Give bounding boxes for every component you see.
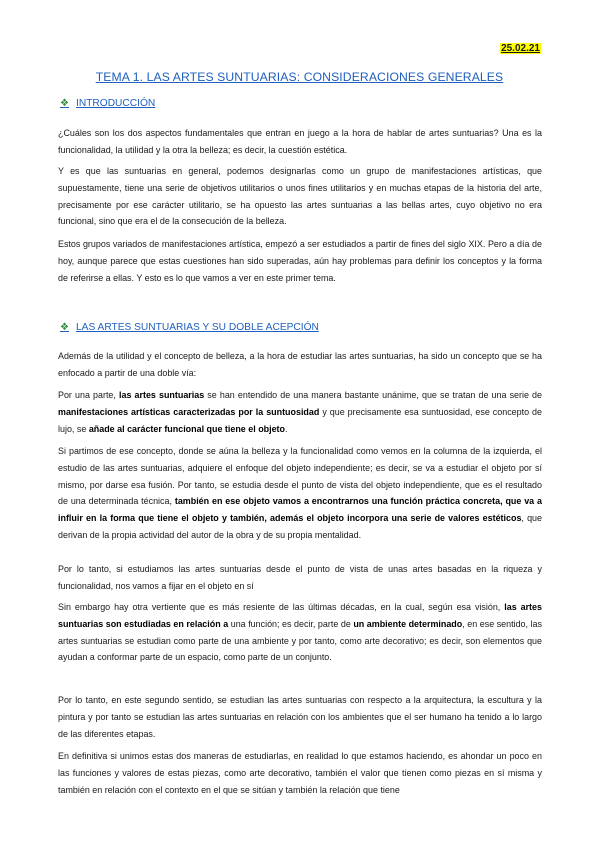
text-run: , que derivan de la propia actividad del autor de la obra y de su propia mentalidad. [58, 513, 542, 540]
date-label: 25.02.21 [501, 43, 540, 54]
bold-text: añade al carácter funcional que tiene el objeto [88, 423, 285, 434]
section-heading-introduccion [60, 98, 155, 109]
bold-text: manifestaciones artísticas caracterizadas por la suntuosidad [58, 406, 320, 417]
diamond-bullet-icon: ❖ [60, 98, 69, 109]
text-run: , en ese sentido, las artes suntuarias se estudian como parte de una ambiente y por tanto, como arte decorativo; es decir, son elementos que ayudan a conformar parte de un espacio, como parte de un conjunto. [58, 618, 542, 663]
text-run: Sin embargo hay otra vertiente que es más resiente de las últimas décadas, en la cual, según esa visión, [58, 602, 505, 612]
text-run: Por una parte, [58, 390, 119, 400]
paragraph: Además de la utilidad y el concepto de belleza, a la hora de estudiar las artes suntuarias, ha sido un concepto que se ha enfocado a partir de una doble vía: [58, 351, 542, 378]
page-title: TEMA 1. LAS ARTES SUNTUARIAS: CONSIDERACIONES GENERALES [95, 70, 504, 84]
paragraph [58, 443, 542, 544]
bold-text: las artes suntuarias [119, 390, 205, 400]
paragraph [58, 387, 542, 437]
text-run: se han entendido de una manera bastante unánime, que se tratan de una serie de [204, 390, 542, 400]
text-run: una función; es decir, parte de [228, 618, 354, 629]
text-run: Si partimos de ese concepto, donde se aúna la belleza y la funcionalidad como vemos en la columna de la izquierda, el estudio de las artes suntuarias, adquiere el enfoque del objeto independiente; es decir, se va a estudiar el objeto por sí mismo, por darse esa fusión. Por tanto, se estudia desde el punto de vista del objeto independiente, que es el resultado de una determinada técnica, [58, 446, 542, 507]
paragraph: ¿Cuáles son los dos aspectos fundamentales que entran en juego a la hora de hablar de artes suntuarias? Una es la funcionalidad, la utilidad y la otra la belleza; es decir, la cuestión estética. [58, 128, 542, 155]
section-heading-label: INTRODUCCIÓN [76, 98, 156, 109]
paragraph: En definitiva si unimos estas dos maneras de estudiarlas, en realidad lo que estamos haciendo, es ahondar un poco en las funciones y valores de estas piezas, como arte decorativo, también el valor que tienen como piezas en sí misma y también en relación con el contexto en el que se sitúan y también la relación que tiene [58, 751, 542, 795]
section-heading-label: LAS ARTES SUNTUARIAS Y SU DOBLE ACEPCIÓN [76, 322, 319, 333]
section-heading-doble-acepcion [60, 322, 319, 333]
paragraph: Por lo tanto, si estudiamos las artes suntuarias desde el punto de vista de unas artes basadas en la riqueza y funcionalidad, nos vamos a fijar en el objeto en sí [58, 564, 542, 591]
paragraph [58, 599, 542, 666]
paragraph: Por lo tanto, en este segundo sentido, se estudian las artes suntuarias con respecto a la arquitectura, la escultura y la pintura y por tanto se estudian las artes suntuarias en relación con los ambientes que el ser humano ha tenido a lo largo de las diferentes etapas. [58, 695, 542, 739]
text-run: . [285, 423, 288, 434]
diamond-bullet-icon: ❖ [60, 322, 69, 333]
bold-text: también en ese objeto vamos a encontrarnos una función práctica concreta, que va a influir en la forma que tiene el objeto y también, además el objeto incorpora una serie de valores estéticos [58, 496, 542, 524]
bold-text: las artes suntuarias son estudiadas en relación a [58, 602, 542, 629]
bold-text: un ambiente determinado [353, 618, 463, 629]
text-run: y que precisamente esa suntuosidad, ese concepto de lujo, se [58, 406, 542, 434]
paragraph: Y es que las suntuarias en general, podemos designarlas como un grupo de manifestaciones artísticas, que supuestamente, tiene una serie de objetivos utilitarios o unos fines utilitarios y en muchas etapas de la historia del arte, precisamente por ese carácter utilitario, se ha opuesto las artes suntuarias a las bellas artes, cuyo objetivo no era funcional, sino que era el de la consecución de la belleza. [58, 166, 542, 227]
paragraph: Estos grupos variados de manifestaciones artística, empezó a ser estudiados a partir de fines del siglo XIX. Pero a día de hoy, aunque parece que estas cuestiones han sido superadas, aún hay problemas para definir los conceptos y la forma de referirse a ellas. Y esto es lo que vamos a ver en este primer tema. [58, 239, 542, 283]
